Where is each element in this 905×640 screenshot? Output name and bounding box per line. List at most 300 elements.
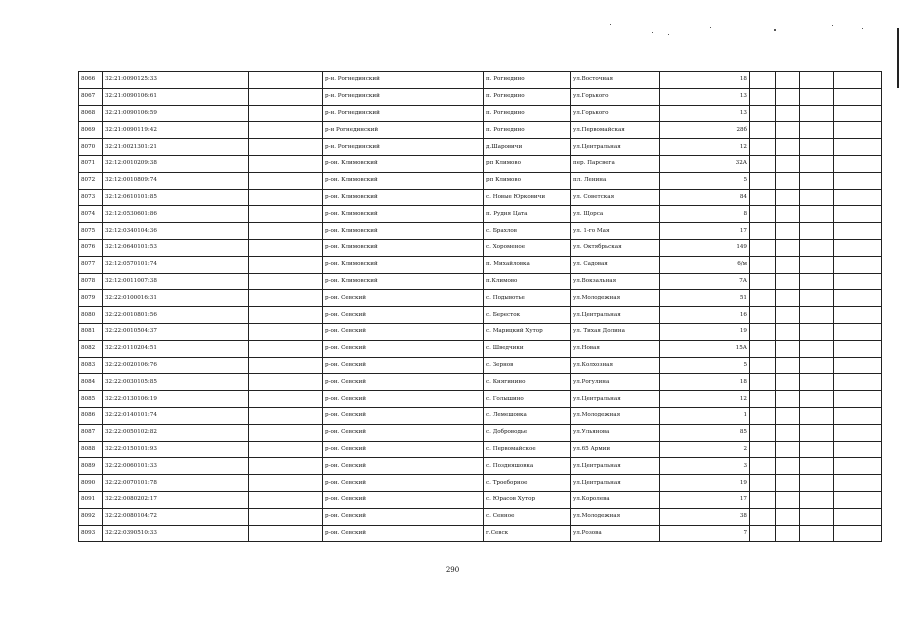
row-number: 8085 — [79, 391, 103, 408]
settlement-cell: с. Новые Юрковичи — [484, 189, 571, 206]
district-cell: р-он. Климовский — [323, 172, 484, 189]
house-cell: 1 — [660, 407, 750, 424]
district-cell: р-он. Климовский — [323, 223, 484, 240]
settlement-cell: с. Хороменое — [484, 239, 571, 256]
district-cell: р-он. Севский — [323, 441, 484, 458]
house-cell: 38 — [660, 508, 750, 525]
empty-cell — [834, 424, 882, 441]
row-number: 8091 — [79, 491, 103, 508]
cadastral-number: 32:12:0010809:74 — [103, 172, 249, 189]
table-row — [79, 407, 882, 424]
empty-cell — [800, 105, 834, 122]
empty-cell — [750, 189, 776, 206]
empty-cell — [834, 206, 882, 223]
cadastral-number: 32:22:0050102:82 — [103, 424, 249, 441]
empty-cell — [834, 139, 882, 156]
table-row — [79, 357, 882, 374]
empty-cell — [834, 273, 882, 290]
cadastral-number: 32:12:0340104:36 — [103, 223, 249, 240]
row-number: 8077 — [79, 256, 103, 273]
empty-cell — [776, 273, 800, 290]
empty-cell — [834, 189, 882, 206]
table-row — [79, 139, 882, 156]
district-cell: р-он. Севский — [323, 475, 484, 492]
empty-cell — [834, 223, 882, 240]
street-cell: ул.Центральная — [571, 139, 660, 156]
empty-cell — [800, 323, 834, 340]
district-cell: р-он. Севский — [323, 357, 484, 374]
settlement-cell: п. Михайловка — [484, 256, 571, 273]
row-number: 8080 — [79, 307, 103, 324]
empty-cell — [249, 374, 323, 391]
row-number: 8076 — [79, 239, 103, 256]
empty-cell — [249, 407, 323, 424]
empty-cell — [249, 491, 323, 508]
empty-cell — [776, 357, 800, 374]
empty-cell — [776, 290, 800, 307]
empty-cell — [834, 407, 882, 424]
empty-cell — [800, 256, 834, 273]
settlement-cell: с. Лемешовка — [484, 407, 571, 424]
street-cell: ул.Центральная — [571, 475, 660, 492]
street-cell: ул.Ульянова — [571, 424, 660, 441]
empty-cell — [750, 223, 776, 240]
empty-cell — [800, 391, 834, 408]
empty-cell — [249, 155, 323, 172]
empty-cell — [750, 407, 776, 424]
row-number: 8087 — [79, 424, 103, 441]
row-number: 8067 — [79, 88, 103, 105]
house-cell: 17 — [660, 223, 750, 240]
table-row — [79, 374, 882, 391]
row-number: 8072 — [79, 172, 103, 189]
empty-cell — [249, 256, 323, 273]
street-cell: ул.Вокзальная — [571, 273, 660, 290]
row-number: 8075 — [79, 223, 103, 240]
street-cell: ул. Тихая Долина — [571, 323, 660, 340]
table-row — [79, 256, 882, 273]
house-cell: 3 — [660, 458, 750, 475]
scan-artifacts — [600, 20, 880, 40]
empty-cell — [750, 256, 776, 273]
district-cell: р-он. Климовский — [323, 239, 484, 256]
empty-cell — [800, 475, 834, 492]
district-cell: р-он. Севский — [323, 525, 484, 542]
empty-cell — [834, 475, 882, 492]
empty-cell — [800, 424, 834, 441]
district-cell: р-н. Рогнединский — [323, 105, 484, 122]
cadastral-number: 32:12:0010209:38 — [103, 155, 249, 172]
empty-cell — [776, 491, 800, 508]
registry-body — [79, 72, 882, 542]
cadastral-number: 32:22:0060101:33 — [103, 458, 249, 475]
empty-cell — [800, 441, 834, 458]
table-row — [79, 307, 882, 324]
row-number: 8078 — [79, 273, 103, 290]
empty-cell — [249, 206, 323, 223]
empty-cell — [750, 155, 776, 172]
cadastral-number: 32:21:0090106:61 — [103, 88, 249, 105]
cadastral-number: 32:12:0570101:74 — [103, 256, 249, 273]
empty-cell — [750, 206, 776, 223]
empty-cell — [776, 256, 800, 273]
settlement-cell: с. Бересток — [484, 307, 571, 324]
house-cell: 18 — [660, 374, 750, 391]
empty-cell — [834, 391, 882, 408]
empty-cell — [750, 239, 776, 256]
settlement-cell: с. Брахлов — [484, 223, 571, 240]
empty-cell — [249, 475, 323, 492]
empty-cell — [834, 508, 882, 525]
row-number: 8082 — [79, 340, 103, 357]
empty-cell — [776, 508, 800, 525]
empty-cell — [834, 122, 882, 139]
empty-cell — [776, 407, 800, 424]
house-cell: 12 — [660, 139, 750, 156]
street-cell: ул.Горького — [571, 88, 660, 105]
cadastral-number: 32:21:0090125:33 — [103, 72, 249, 89]
district-cell: р-он. Севский — [323, 290, 484, 307]
table-row — [79, 88, 882, 105]
empty-cell — [249, 239, 323, 256]
empty-cell — [834, 307, 882, 324]
cadastral-number: 32:22:0010801:56 — [103, 307, 249, 324]
empty-cell — [834, 72, 882, 89]
row-number: 8093 — [79, 525, 103, 542]
empty-cell — [800, 139, 834, 156]
empty-cell — [776, 172, 800, 189]
district-cell: р-он. Климовский — [323, 155, 484, 172]
empty-cell — [800, 172, 834, 189]
empty-cell — [834, 155, 882, 172]
street-cell: ул.Новая — [571, 340, 660, 357]
empty-cell — [249, 88, 323, 105]
district-cell: р-он. Севский — [323, 391, 484, 408]
empty-cell — [750, 357, 776, 374]
house-cell: 7 — [660, 525, 750, 542]
table-row — [79, 340, 882, 357]
table-row — [79, 290, 882, 307]
empty-cell — [249, 424, 323, 441]
empty-cell — [249, 340, 323, 357]
cadastral-number: 32:22:0020106:76 — [103, 357, 249, 374]
settlement-cell: с. Зернов — [484, 357, 571, 374]
cadastral-number: 32:22:0070101:78 — [103, 475, 249, 492]
empty-cell — [750, 139, 776, 156]
empty-cell — [776, 189, 800, 206]
table-row — [79, 323, 882, 340]
empty-cell — [249, 72, 323, 89]
row-number: 8071 — [79, 155, 103, 172]
table-row — [79, 72, 882, 89]
table-row — [79, 458, 882, 475]
empty-cell — [800, 122, 834, 139]
empty-cell — [776, 340, 800, 357]
district-cell: р-он. Севский — [323, 407, 484, 424]
empty-cell — [800, 88, 834, 105]
house-cell: 84 — [660, 189, 750, 206]
street-cell: ул.Королева — [571, 491, 660, 508]
empty-cell — [776, 72, 800, 89]
row-number: 8092 — [79, 508, 103, 525]
empty-cell — [249, 189, 323, 206]
street-cell: ул.Горького — [571, 105, 660, 122]
empty-cell — [249, 357, 323, 374]
empty-cell — [834, 323, 882, 340]
empty-cell — [776, 458, 800, 475]
house-cell: 6/м — [660, 256, 750, 273]
empty-cell — [750, 391, 776, 408]
street-cell: ул. Советская — [571, 189, 660, 206]
empty-cell — [750, 72, 776, 89]
empty-cell — [776, 206, 800, 223]
house-cell: 16 — [660, 307, 750, 324]
cadastral-number: 32:22:0030105:85 — [103, 374, 249, 391]
empty-cell — [800, 525, 834, 542]
empty-cell — [249, 441, 323, 458]
empty-cell — [776, 525, 800, 542]
empty-cell — [249, 139, 323, 156]
house-cell: 8 — [660, 206, 750, 223]
house-cell: 13 — [660, 105, 750, 122]
settlement-cell: рп Климово — [484, 172, 571, 189]
table-row — [79, 273, 882, 290]
empty-cell — [750, 374, 776, 391]
scan-edge-mark — [897, 28, 899, 88]
empty-cell — [750, 458, 776, 475]
empty-cell — [776, 122, 800, 139]
registry-table — [78, 71, 882, 542]
row-number: 8073 — [79, 189, 103, 206]
street-cell: ул.Рогулина — [571, 374, 660, 391]
empty-cell — [249, 105, 323, 122]
empty-cell — [776, 139, 800, 156]
house-cell: 18 — [660, 72, 750, 89]
street-cell: ул.Молодежная — [571, 290, 660, 307]
empty-cell — [776, 424, 800, 441]
street-cell: ул.Центральная — [571, 307, 660, 324]
cadastral-number: 32:22:0130106:19 — [103, 391, 249, 408]
empty-cell — [776, 307, 800, 324]
settlement-cell: г.Севск — [484, 525, 571, 542]
empty-cell — [834, 491, 882, 508]
table-row — [79, 441, 882, 458]
house-cell: 17 — [660, 491, 750, 508]
cadastral-number: 32:22:0110204:51 — [103, 340, 249, 357]
empty-cell — [776, 374, 800, 391]
table-row — [79, 172, 882, 189]
table-row — [79, 239, 882, 256]
street-cell: пер. Парсвега — [571, 155, 660, 172]
district-cell: р-он. Севский — [323, 340, 484, 357]
empty-cell — [249, 391, 323, 408]
empty-cell — [750, 290, 776, 307]
empty-cell — [834, 374, 882, 391]
empty-cell — [834, 340, 882, 357]
empty-cell — [776, 155, 800, 172]
table-row — [79, 155, 882, 172]
empty-cell — [750, 307, 776, 324]
district-cell: р-он. Севский — [323, 424, 484, 441]
district-cell: р-он. Севский — [323, 323, 484, 340]
empty-cell — [249, 172, 323, 189]
empty-cell — [249, 458, 323, 475]
cadastral-number: 32:22:0390510:33 — [103, 525, 249, 542]
cadastral-number: 32:21:0021301:21 — [103, 139, 249, 156]
cadastral-number: 32:12:0610101:85 — [103, 189, 249, 206]
cadastral-number: 32:12:0640101:53 — [103, 239, 249, 256]
empty-cell — [750, 475, 776, 492]
district-cell: р-н. Рогнединский — [323, 88, 484, 105]
empty-cell — [750, 323, 776, 340]
empty-cell — [800, 273, 834, 290]
empty-cell — [800, 407, 834, 424]
district-cell: р-он. Севский — [323, 491, 484, 508]
empty-cell — [776, 391, 800, 408]
cadastral-number: 32:21:0090106:59 — [103, 105, 249, 122]
street-cell: ул.Центральная — [571, 458, 660, 475]
empty-cell — [834, 256, 882, 273]
district-cell: р-он. Климовский — [323, 273, 484, 290]
settlement-cell: с. Поздняшовка — [484, 458, 571, 475]
empty-cell — [750, 491, 776, 508]
cadastral-number: 32:22:0150101:93 — [103, 441, 249, 458]
house-cell: 5 — [660, 357, 750, 374]
empty-cell — [834, 172, 882, 189]
table-row — [79, 475, 882, 492]
empty-cell — [834, 239, 882, 256]
empty-cell — [776, 323, 800, 340]
table-row — [79, 491, 882, 508]
district-cell: р-он. Севский — [323, 458, 484, 475]
street-cell: ул.Молодежная — [571, 407, 660, 424]
empty-cell — [800, 357, 834, 374]
settlement-cell: с. Марицкий Хутор — [484, 323, 571, 340]
cadastral-number: 32:22:0100016:31 — [103, 290, 249, 307]
district-cell: р-он. Севский — [323, 374, 484, 391]
empty-cell — [834, 458, 882, 475]
empty-cell — [776, 239, 800, 256]
empty-cell — [776, 88, 800, 105]
empty-cell — [800, 508, 834, 525]
settlement-cell: с. Подывотье — [484, 290, 571, 307]
empty-cell — [249, 323, 323, 340]
empty-cell — [800, 239, 834, 256]
district-cell: р-н. Рогнединский — [323, 139, 484, 156]
empty-cell — [776, 475, 800, 492]
table-row — [79, 122, 882, 139]
empty-cell — [249, 525, 323, 542]
table-row — [79, 508, 882, 525]
row-number: 8068 — [79, 105, 103, 122]
street-cell: ул.65 Армии — [571, 441, 660, 458]
empty-cell — [750, 525, 776, 542]
street-cell: ул.Розова — [571, 525, 660, 542]
settlement-cell: с. Княгинино — [484, 374, 571, 391]
house-cell: 19 — [660, 475, 750, 492]
row-number: 8066 — [79, 72, 103, 89]
empty-cell — [750, 105, 776, 122]
street-cell: ул.Колхозная — [571, 357, 660, 374]
row-number: 8074 — [79, 206, 103, 223]
table-row — [79, 189, 882, 206]
street-cell: ул. Щорса — [571, 206, 660, 223]
table-row — [79, 424, 882, 441]
cadastral-number: 32:22:0080202:17 — [103, 491, 249, 508]
empty-cell — [750, 172, 776, 189]
cadastral-number: 32:22:0010504:37 — [103, 323, 249, 340]
district-cell: р-он. Климовский — [323, 206, 484, 223]
empty-cell — [776, 105, 800, 122]
page-number: 290 — [445, 566, 460, 574]
empty-cell — [776, 223, 800, 240]
house-cell: 12 — [660, 391, 750, 408]
settlement-cell: п. Рогнедино — [484, 105, 571, 122]
row-number: 8089 — [79, 458, 103, 475]
settlement-cell: п. Рогнедино — [484, 88, 571, 105]
street-cell: ул.Восточная — [571, 72, 660, 89]
street-cell: ул. Садовая — [571, 256, 660, 273]
row-number: 8086 — [79, 407, 103, 424]
cadastral-number: 32:22:0140101:74 — [103, 407, 249, 424]
settlement-cell: с. Троеборное — [484, 475, 571, 492]
empty-cell — [834, 105, 882, 122]
row-number: 8083 — [79, 357, 103, 374]
street-cell: ул. Октябрьская — [571, 239, 660, 256]
district-cell: р-он. Севский — [323, 508, 484, 525]
empty-cell — [249, 223, 323, 240]
cadastral-number: 32:22:0080104:72 — [103, 508, 249, 525]
table-row — [79, 105, 882, 122]
row-number: 8081 — [79, 323, 103, 340]
empty-cell — [750, 340, 776, 357]
settlement-cell: п. Рогнедино — [484, 72, 571, 89]
settlement-cell: п.Климово — [484, 273, 571, 290]
empty-cell — [800, 290, 834, 307]
street-cell: ул. 1-го Мая — [571, 223, 660, 240]
empty-cell — [249, 508, 323, 525]
house-cell: 19 — [660, 323, 750, 340]
settlement-cell: с. Сенное — [484, 508, 571, 525]
district-cell: р-н Рогнединский — [323, 122, 484, 139]
house-cell: 13 — [660, 88, 750, 105]
settlement-cell: с. Юрасов Хутор — [484, 491, 571, 508]
house-cell: 15А — [660, 340, 750, 357]
table-row — [79, 525, 882, 542]
district-cell: р-н. Рогнединский — [323, 72, 484, 89]
table-row — [79, 223, 882, 240]
empty-cell — [800, 307, 834, 324]
house-cell: 5 — [660, 172, 750, 189]
empty-cell — [800, 155, 834, 172]
empty-cell — [800, 458, 834, 475]
settlement-cell: с. Шведчики — [484, 340, 571, 357]
empty-cell — [800, 223, 834, 240]
empty-cell — [834, 525, 882, 542]
empty-cell — [249, 307, 323, 324]
settlement-cell: п. Рогнедино — [484, 122, 571, 139]
row-number: 8079 — [79, 290, 103, 307]
empty-cell — [800, 72, 834, 89]
settlement-cell: д.Шаровичи — [484, 139, 571, 156]
settlement-cell: с. Голышино — [484, 391, 571, 408]
house-cell: 2 — [660, 441, 750, 458]
district-cell: р-он. Севский — [323, 307, 484, 324]
row-number: 8090 — [79, 475, 103, 492]
cadastral-number: 32:12:0530601:86 — [103, 206, 249, 223]
house-cell: 85 — [660, 424, 750, 441]
street-cell: ул.Молодежная — [571, 508, 660, 525]
